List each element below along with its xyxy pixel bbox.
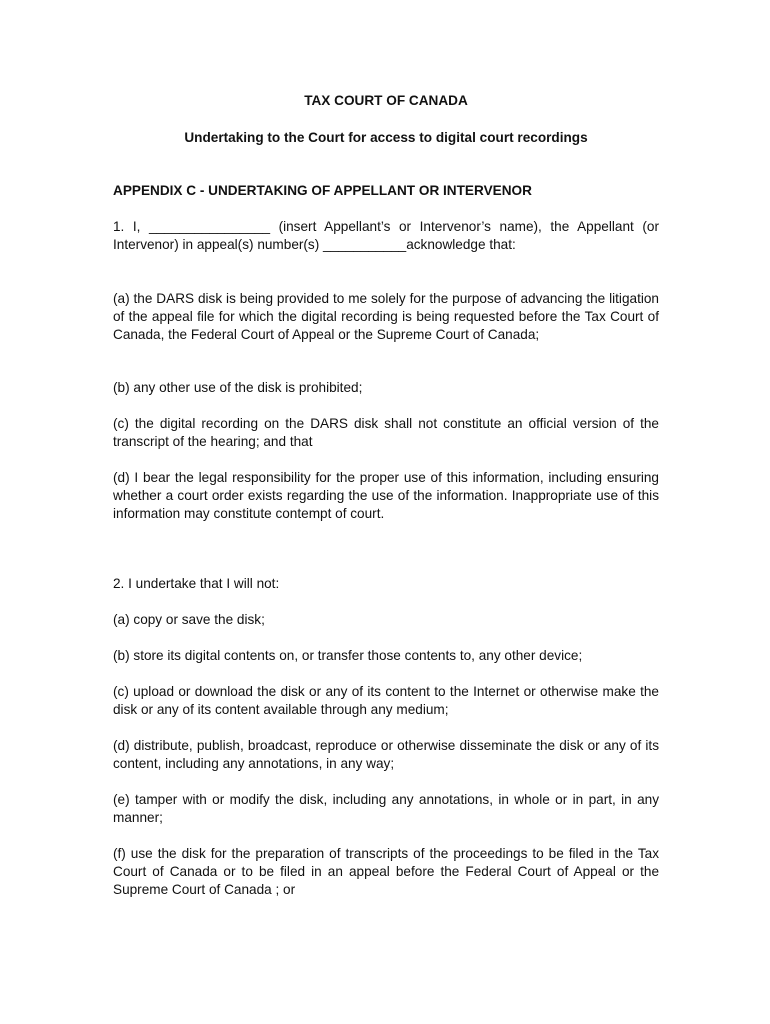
- section2-item-e: (e) tamper with or modify the disk, including any annotations, in whole or in part, in any manner;: [113, 792, 659, 825]
- section2-item-d: (d) distribute, publish, broadcast, reproduce or otherwise disseminate the disk or any of its content, including any annotations, in any way;: [113, 738, 659, 771]
- appendix-heading: APPENDIX C - UNDERTAKING OF APPELLANT OR INTERVENOR: [113, 183, 532, 198]
- document-title: TAX COURT OF CANADA: [304, 93, 468, 108]
- section2-intro: 2. I undertake that I will not:: [113, 576, 280, 591]
- section1-item-c: (c) the digital recording on the DARS disk shall not constitute an official version of the transcript of the hearing; and that: [113, 416, 659, 449]
- section2-item-c: (c) upload or download the disk or any of its content to the Internet or otherwise make the disk or any of its content available through any medium;: [113, 684, 659, 717]
- section1-item-a: (a) the DARS disk is being provided to me solely for the purpose of advancing the litigation of the appeal file for which the digital recording is being requested before the Tax Court of Canada, the Federal Court of Appeal or the Supreme Court of Canada;: [113, 291, 659, 342]
- section1-item-b: (b) any other use of the disk is prohibited;: [113, 380, 363, 395]
- section1-item-d: (d) I bear the legal responsibility for the proper use of this information, including ensuring whether a court order exists regarding the use of the information. Inappropriate use of this information may constitute contempt of court.: [113, 470, 659, 521]
- section2-item-b: (b) store its digital contents on, or transfer those contents to, any other device;: [113, 648, 583, 663]
- document-subtitle: Undertaking to the Court for access to digital court recordings: [184, 130, 588, 145]
- section1-intro: 1. I, ________________ (insert Appellant’s or Intervenor’s name), the Appellant (or Intervenor) in appeal(s) number(s) ___________acknowledge that:: [113, 219, 659, 252]
- section2-item-f: (f) use the disk for the preparation of transcripts of the proceedings to be filed in the Tax Court of Canada or to be filed in an appeal before the Federal Court of Appeal or the Supreme Court of Canada ; or: [113, 846, 659, 897]
- section2-item-a: (a) copy or save the disk;: [113, 612, 265, 627]
